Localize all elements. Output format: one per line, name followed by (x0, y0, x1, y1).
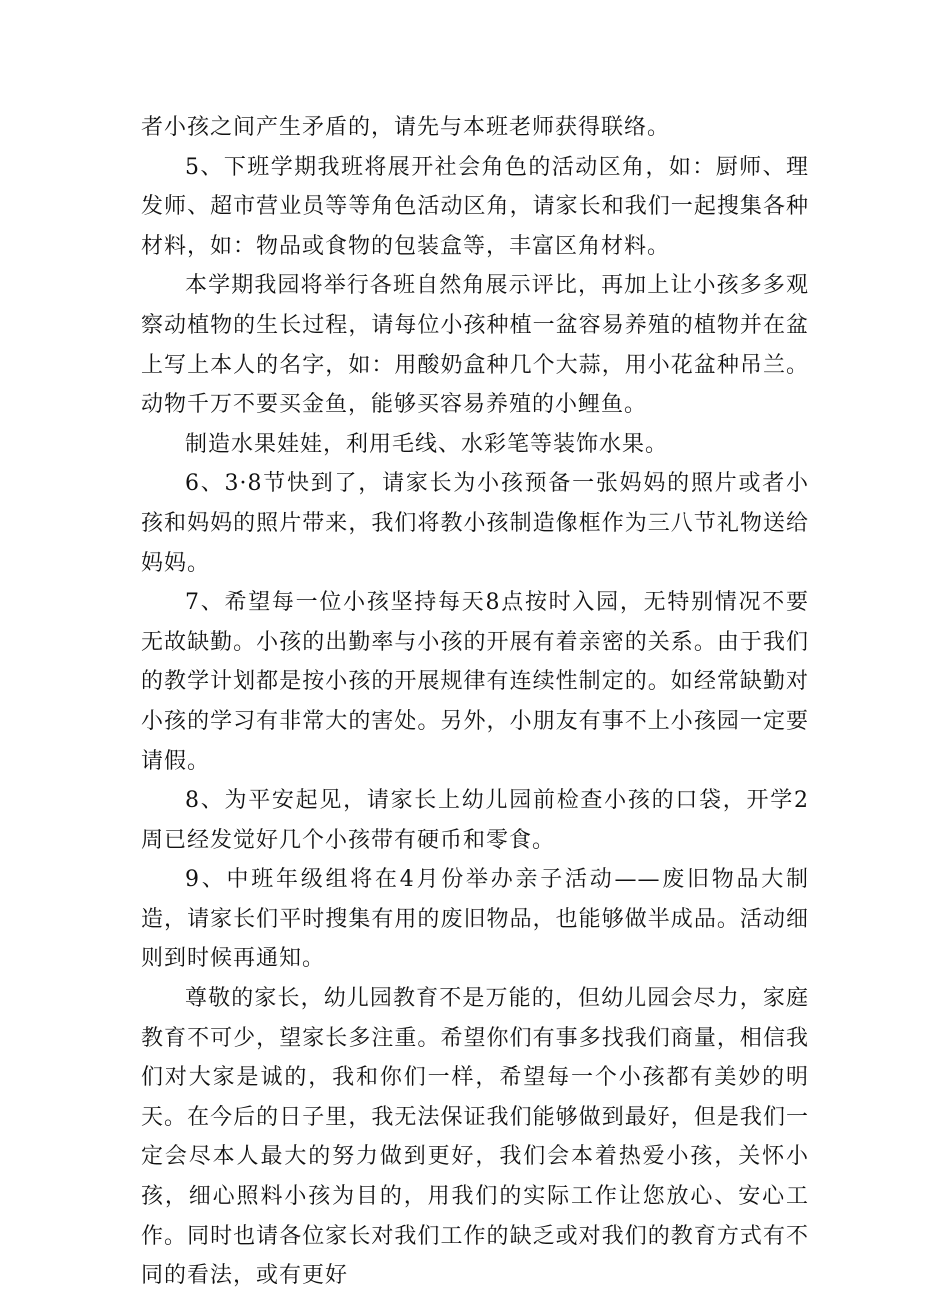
paragraph-nature-corner: 本学期我园将举行各班自然角展示评比，再加上让小孩多多观察动植物的生长过程，请每位小孩种植一盆容易养殖的植物并在盆上写上本人的名字，如：用酸奶盒种几个大蒜，用小花盆种吊兰。动物千万不要买金鱼，能够买容易养殖的小鲤鱼。 (141, 273, 809, 418)
document-body (141, 108, 809, 1296)
paragraph-fruit-doll: 制造水果娃娃，利用毛线、水彩笔等装饰水果。 (185, 431, 669, 457)
paragraph-item-5: 5、下班学期我班将展开社会角色的活动区角，如：厨师、理发师、超市营业员等等角色活动区角，请家长和我们一起搜集各种材料，如：物品或食物的包装盒等，丰富区角材料。 (141, 154, 809, 259)
paragraph-closing: 尊敬的家长，幼儿园教育不是万能的，但幼儿园会尽力，家庭教育不可少，望家长多注重。希望你们有事多找我们商量，相信我们对大家是诚的，我和你们一样，希望每一个小孩都有美妙的明天。在今后的日子里，我无法保证我们能够做到最好，但是我们一定会尽本人最大的努力做到更好，我们会本着热爱小孩，关怀小孩，细心照料小孩为目的，用我们的实际工作让您放心、安心工作。同时也请各位家长对我们工作的缺乏或对我们的教育方式有不同的看法，或有更好 (141, 986, 809, 1289)
paragraph-item-6: 6、3·8节快到了，请家长为小孩预备一张妈妈的照片或者小孩和妈妈的照片带来，我们将教小孩制造像框作为三八节礼物送给妈妈。 (141, 471, 809, 576)
paragraph-item-7: 7、希望每一位小孩坚持每天8点按时入园，无特别情况不要无故缺勤。小孩的出勤率与小孩的开展有着亲密的关系。由于我们的教学计划都是按小孩的开展规律有连续性制定的。如经常缺勤对小孩的学习有非常大的害处。另外，小朋友有事不上小孩园一定要请假。 (141, 590, 809, 774)
paragraph-item-8: 8、为平安起见，请家长上幼儿园前检查小孩的口袋，开学2周已经发觉好几个小孩带有硬币和零食。 (141, 788, 809, 853)
paragraph-continuation: 者小孩之间产生矛盾的，请先与本班老师获得联络。 (141, 115, 671, 140)
paragraph-item-9: 9、中班年级组将在4月份举办亲子活动——废旧物品大制造，请家长们平时搜集有用的废旧物品，也能够做半成品。活动细则到时候再通知。 (141, 867, 809, 972)
